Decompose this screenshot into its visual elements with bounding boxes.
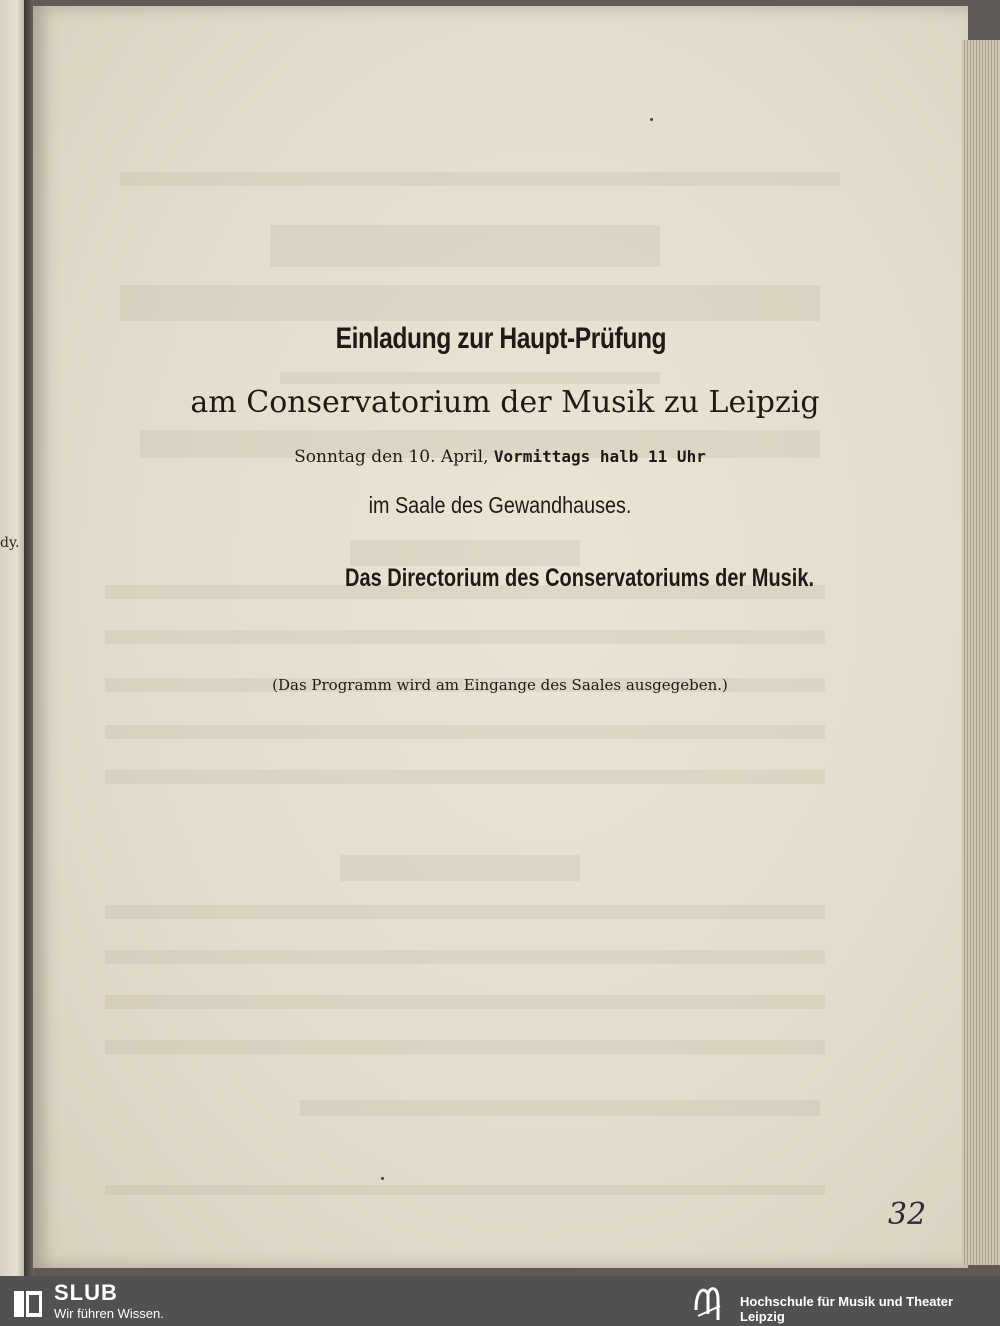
handwritten-page-number: 32 [888,1197,927,1232]
event-date-prefix: Sonntag den 10. April, [294,447,489,467]
event-date [0,447,1000,467]
signature: Das Directorium des Conservatoriums der Musik. [345,564,815,592]
ink-speck [650,118,653,121]
adjacent-page-text: dy. [0,535,20,551]
ink-speck [381,1177,384,1180]
event-venue: im Saale des Gewandhauses. [368,492,632,518]
program-note: (Das Programm wird am Eingange des Saales ausgegeben.) [272,676,728,694]
partner-name[interactable]: Hochschule für Musik und Theater Leipzig [740,1294,954,1324]
invitation-title: Einladung zur Haupt-Prüfung [335,322,667,355]
viewer-footer [0,1276,1000,1326]
page-edges [962,40,1000,1265]
adjacent-page [0,0,24,1276]
hmt-logo-icon[interactable] [690,1280,730,1324]
library-name[interactable]: SLUB [54,1280,118,1305]
event-time: Vormittags halb 11 Uhr [493,447,706,466]
library-tagline: Wir führen Wissen. [54,1306,164,1321]
invitation-subtitle: am Conservatorium der Musik zu Leipzig [190,385,820,420]
document-page [33,6,968,1268]
slub-logo-icon[interactable] [12,1285,48,1321]
